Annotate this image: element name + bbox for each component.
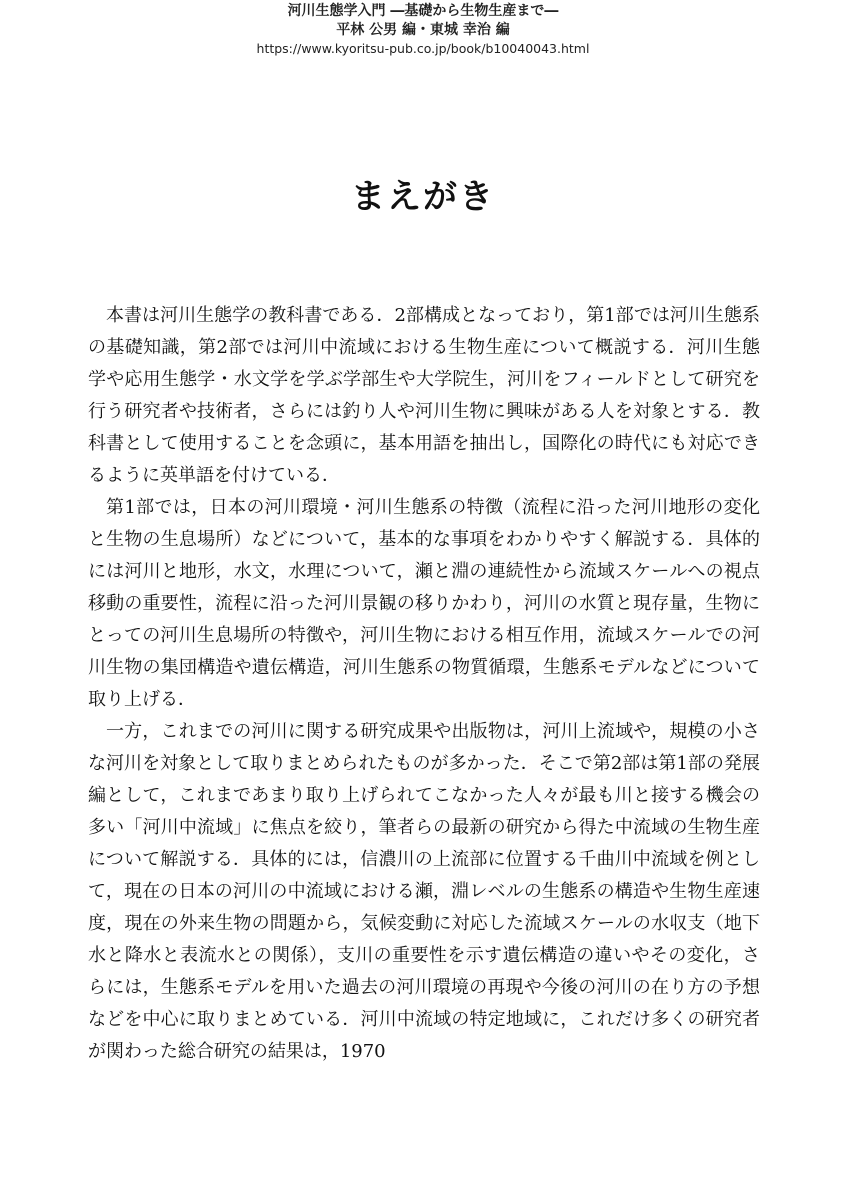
paragraph-1: 本書は河川生態学の教科書である．2部構成となっており，第1部では河川生態系の基礎知識，第2部では河川中流域における生物生産について概説する．河川生態学や応用生態学・水文学を学ぶ学部生や大学院生，河川をフィールドとして研究を行う研究者や技術者，さらには釣り人や河川生物に興味がある人を対象とする．教科書として使用することを念頭に，基本用語を抽出し，国際化の時代にも対応できるように英単語を付けている． xyxy=(88,305,760,486)
book-url[interactable]: https://www.kyoritsu-pub.co.jp/book/b10040043.html xyxy=(256,41,590,56)
preface-body xyxy=(88,300,760,1068)
page-header xyxy=(0,2,846,58)
book-authors: 平林 公男 編・東城 幸治 編 xyxy=(336,22,510,38)
page-title: まえがき xyxy=(351,177,495,217)
paragraph-3: 一方，これまでの河川に関する研究成果や出版物は，河川上流域や，規模の小さな河川を対象として取りまとめられたものが多かった．そこで第2部は第1部の発展編として，これまであまり取り上げられてこなかった人々が最も川と接する機会の多い「河川中流域」に焦点を絞り，筆者らの最新の研究から得た中流域の生物生産について解説する．具体的には，信濃川の上流部に位置する千曲川中流域を例として，現在の日本の河川の中流域における瀬，淵レベルの生態系の構造や生物生産速度，現在の外来生物の問題から，気候変動に対応した流域スケールの水収支（地下水と降水と表流水との関係），支川の重要性を示す遺伝構造の違いやその変化，さらには，生態系モデルを用いた過去の河川環境の再現や今後の河川の在り方の予想などを中心に取りまとめている．河川中流域の特定地域に，これだけ多くの研究者が関わった総合研究の結果は，1970 xyxy=(88,721,760,1062)
book-title: 河川生態学入門 ―基礎から生物生産まで― xyxy=(287,3,559,19)
paragraph-2: 第1部では，日本の河川環境・河川生態系の特徴（流程に沿った河川地形の変化と生物の生息場所）などについて，基本的な事項をわかりやすく解説する．具体的には河川と地形，水文，水理について，瀬と淵の連続性から流域スケールへの視点移動の重要性，流程に沿った河川景観の移りかわり，河川の水質と現存量，生物にとっての河川生息場所の特徴や，河川生物における相互作用，流域スケールでの河川生物の集団構造や遺伝構造，河川生態系の物質循環，生態系モデルなどについて取り上げる． xyxy=(88,497,760,710)
